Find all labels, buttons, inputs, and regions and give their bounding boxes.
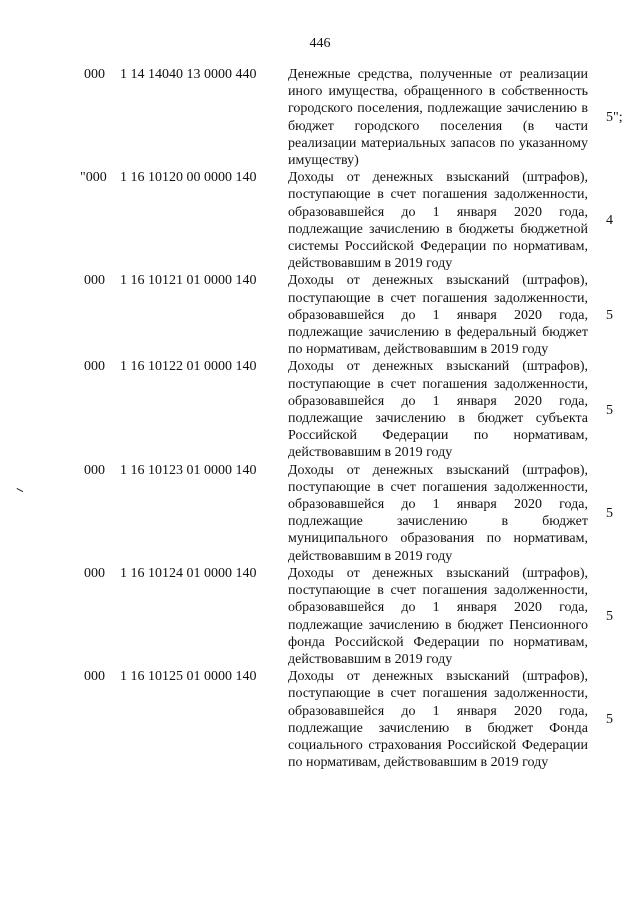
admin-code: 000	[84, 67, 105, 82]
budget-classification-code: 1 16 10124 01 0000 140	[120, 565, 257, 581]
revenue-description: Доходы от денежных взысканий (штрафов), поступающие в счет погашения задолженности, образовавшейся до 1 января 2020 года, подлежащие зачислению в бюджет муниципального образования по нормативам, действовавшим в 2019 году	[288, 462, 588, 564]
admin-code: 000	[84, 462, 105, 478]
table-row	[0, 462, 640, 565]
table-row	[0, 169, 640, 272]
admin-code: 000	[84, 273, 105, 289]
revenue-description: Доходы от денежных взысканий (штрафов), поступающие в счет погашения задолженности, образовавшейся до 1 января 2020 года, подлежащие зачислению в бюджеты бюджетной системы Российской Федерации по нормативам, действовавшим в 2019 году	[288, 170, 588, 272]
revenue-description: Доходы от денежных взысканий (штрафов), поступающие в счет погашения задолженности, образовавшейся до 1 января 2020 года, подлежащие зачислению в бюджет субъекта Российской Федерации по нормативам, действовавшим в 2019 году	[288, 359, 588, 461]
allocation-norm: 4	[606, 213, 613, 229]
admin-code: 000	[84, 565, 105, 581]
table-row	[0, 272, 640, 358]
table-row	[0, 66, 640, 169]
table-row	[0, 668, 640, 771]
admin-code: 000	[84, 359, 105, 375]
revenue-table	[0, 66, 640, 771]
allocation-norm: 5	[606, 402, 613, 418]
table-row	[0, 565, 640, 668]
revenue-description: Доходы от денежных взысканий (штрафов), поступающие в счет погашения задолженности, образовавшейся до 1 января 2020 года, подлежащие зачислению в федеральный бюджет по нормативам, действовавшим в 2019 году	[288, 273, 588, 358]
revenue-description: Денежные средства, полученные от реализации иного имущества, обращенного в собственность городского поселения, подлежащие зачислению в бюджет городского поселения (в части реализации материальных запасов по указанному имуществу)	[288, 67, 588, 169]
allocation-norm: 5	[606, 712, 613, 728]
budget-classification-code: 1 16 10122 01 0000 140	[120, 359, 257, 375]
allocation-norm: 5	[606, 307, 613, 323]
admin-code: "000	[80, 170, 107, 186]
revenue-description: Доходы от денежных взысканий (штрафов), поступающие в счет погашения задолженности, образовавшейся до 1 января 2020 года, подлежащие зачислению в бюджет Фонда социального страхования Российской Федерации по нормативам, действовавшим в 2019 году	[288, 669, 588, 771]
admin-code: 000	[84, 669, 105, 685]
allocation-norm: 5	[606, 609, 613, 624]
revenue-description: Доходы от денежных взысканий (штрафов), поступающие в счет погашения задолженности, образовавшейся до 1 января 2020 года, подлежащие зачислению в бюджет Пенсионного фонда Российской Федерации по нормативам, действовавшим в 2019 году	[288, 565, 588, 667]
budget-classification-code: 1 16 10123 01 0000 140	[120, 462, 257, 478]
budget-classification-code: 1 16 10125 01 0000 140	[120, 669, 257, 685]
budget-classification-code: 1 14 14040 13 0000 440	[120, 67, 257, 82]
budget-classification-code: 1 16 10120 00 0000 140	[120, 170, 257, 186]
budget-classification-code: 1 16 10121 01 0000 140	[120, 273, 257, 289]
allocation-norm: 5	[606, 505, 613, 521]
allocation-norm: 5";	[606, 110, 623, 126]
table-row	[0, 358, 640, 461]
page-number: 446	[309, 36, 331, 51]
